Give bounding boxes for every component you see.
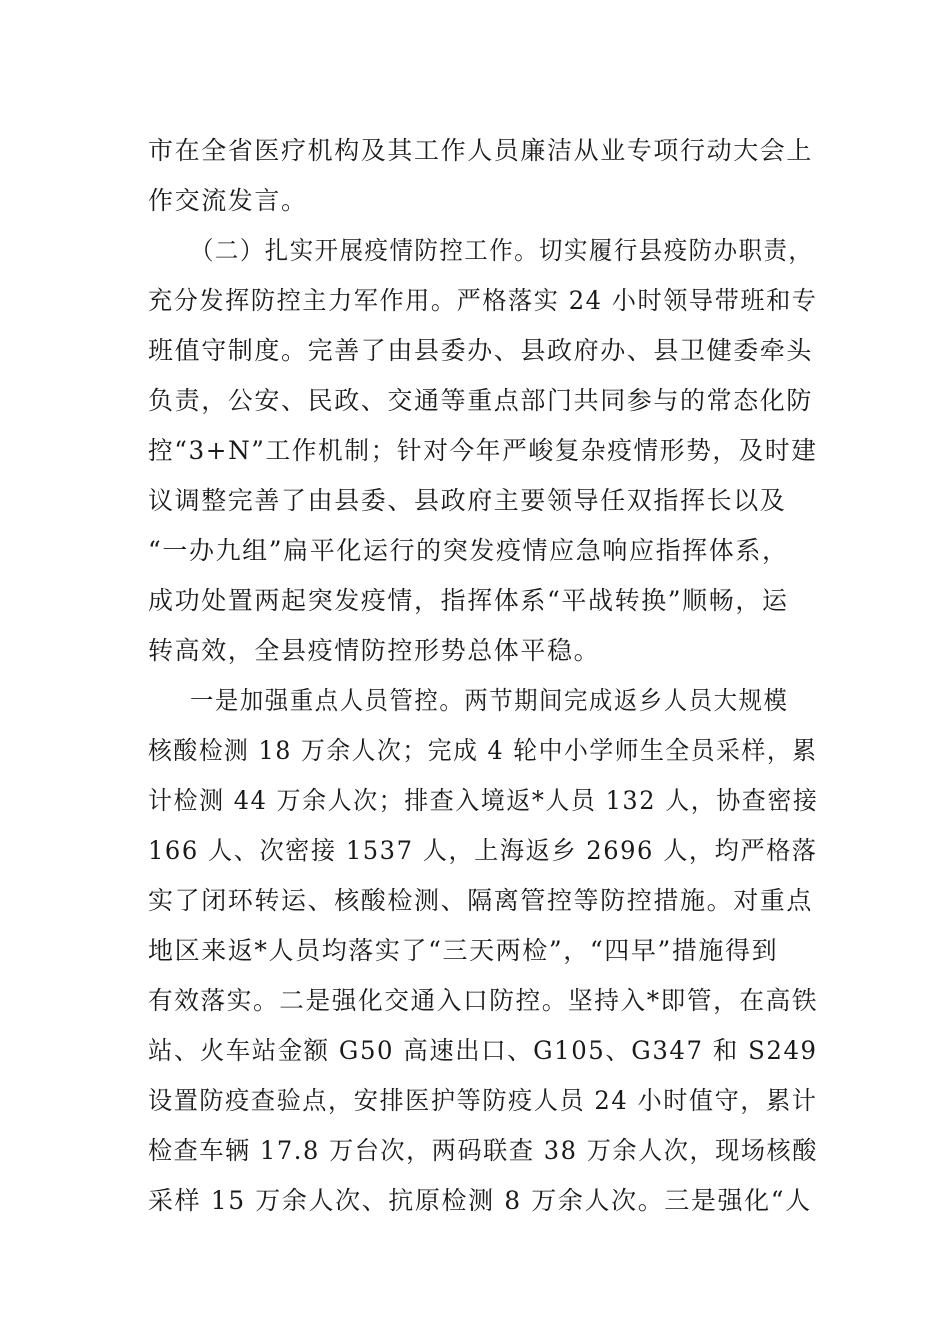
- text-line: 市在全省医疗机构及其工作人员廉洁从业专项行动大会上: [148, 136, 814, 165]
- text-line: 负责，公安、民政、交通等重点部门共同参与的常态化防: [148, 386, 814, 415]
- text-line: 一是加强重点人员管控。两节期间完成返乡人员大规模: [190, 686, 789, 715]
- text-line: 成功处置两起突发疫情，指挥体系“平战转换”顺畅，运: [148, 586, 789, 615]
- text-line: 作交流发言。: [148, 186, 308, 215]
- text-line: 检查车辆 17.8 万台次，两码联查 38 万余人次，现场核酸: [148, 1136, 818, 1165]
- text-line: 166 人、次密接 1537 人，上海返乡 2696 人，均严格落: [148, 836, 818, 865]
- text-line: 计检测 44 万余人次；排查入境返*人员 132 人，协查密接: [148, 786, 819, 815]
- text-line: 班值守制度。完善了由县委办、县政府办、县卫健委牵头: [148, 336, 814, 365]
- text-line: 设置防疫查验点，安排医护等防疫人员 24 小时值守，累计: [148, 1086, 818, 1115]
- text-line: 有效落实。二是强化交通入口防控。坚持入*即管，在高铁: [148, 986, 819, 1015]
- text-line: 地区来返*人员均落实了“三天两检”，“四早”措施得到: [148, 936, 779, 965]
- text-line: （二）扎实开展疫情防控工作。切实履行县疫防办职责，: [190, 236, 814, 265]
- text-line: “一办九组”扁平化运行的突发疫情应急响应指挥体系，: [148, 536, 789, 565]
- text-line: 站、火车站金额 G50 高速出口、G105、G347 和 S249: [148, 1036, 818, 1065]
- text-line: 核酸检测 18 万余人次；完成 4 轮中小学师生全员采样，累: [148, 736, 818, 765]
- text-line: 采样 15 万余人次、抗原检测 8 万余人次。三是强化“人: [148, 1186, 812, 1215]
- text-line: 议调整完善了由县委、县政府主要领导任双指挥长以及: [148, 486, 787, 515]
- text-line: 实了闭环转运、核酸检测、隔离管控等防控措施。对重点: [148, 886, 814, 915]
- text-line: 转高效，全县疫情防控形势总体平稳。: [148, 636, 601, 665]
- text-line: 充分发挥防控主力军作用。严格落实 24 小时领导带班和专: [148, 286, 818, 315]
- text-line: 控“3+N”工作机制；针对今年严峻复杂疫情形势，及时建: [148, 436, 818, 465]
